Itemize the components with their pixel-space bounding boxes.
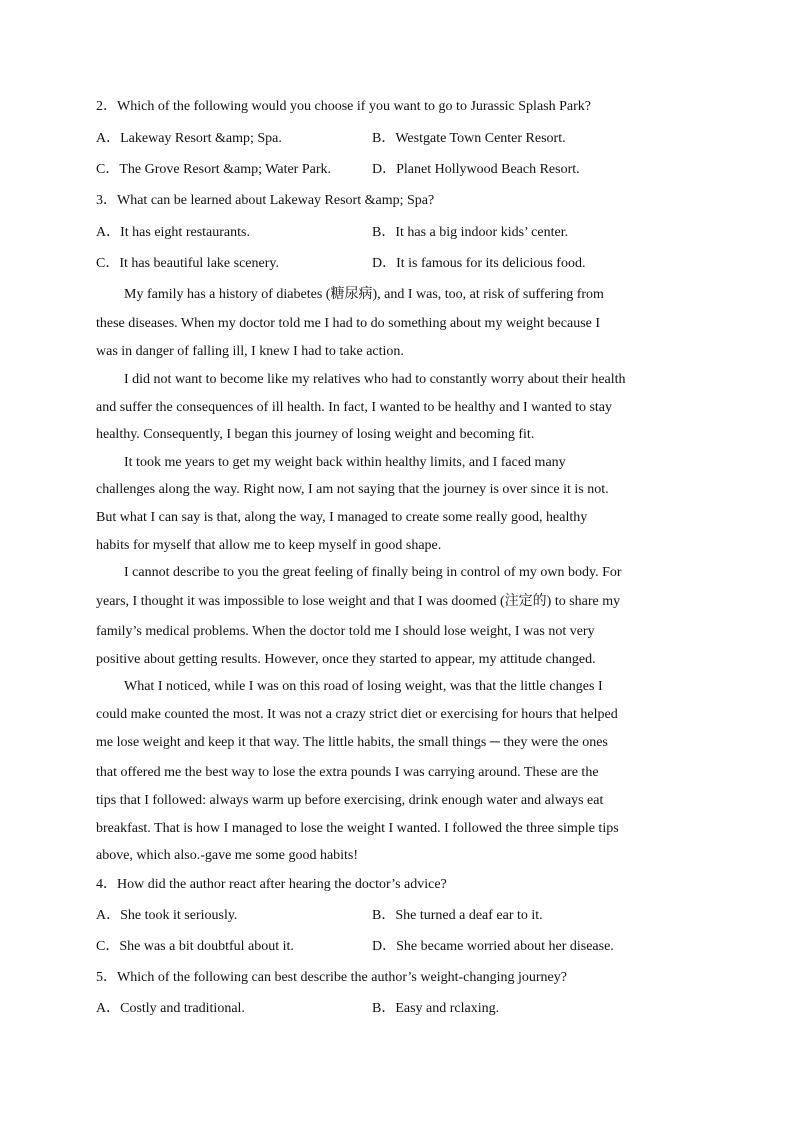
question-3-stem: 3．What can be learned about Lakeway Resort &amp; Spa? bbox=[96, 193, 435, 208]
q4-option-c: C．She was a bit doubtful about it. bbox=[96, 939, 294, 954]
passage-line: What I noticed, while I was on this road of losing weight, was that the little changes I bbox=[124, 679, 603, 694]
passage-line: years, I thought it was impossible to lose weight and that I was doomed (注定的) to share my bbox=[96, 594, 621, 609]
passage-line: that offered me the best way to lose the extra pounds I was carrying around. These are the bbox=[96, 765, 599, 780]
passage-line: could make counted the most. It was not a crazy strict diet or exercising for hours that helped bbox=[96, 707, 618, 722]
passage-line: breakfast. That is how I managed to lose the weight I wanted. I followed the three simple tips bbox=[96, 821, 619, 836]
q3-option-d: D．It is famous for its delicious food. bbox=[372, 256, 586, 271]
passage-line: was in danger of falling ill, I knew I had to take action. bbox=[96, 344, 404, 359]
q2-option-b: B．Westgate Town Center Resort. bbox=[372, 131, 566, 146]
q2-option-a: A．Lakeway Resort &amp; Spa. bbox=[96, 131, 282, 146]
q3-option-a: A．It has eight restaurants. bbox=[96, 225, 250, 240]
passage-line: My family has a history of diabetes (糖尿病), and I was, too, at risk of suffering from bbox=[124, 287, 604, 302]
question-4-stem: 4．How did the author react after hearing the doctor’s advice? bbox=[96, 877, 447, 892]
q5-option-a: A．Costly and traditional. bbox=[96, 1001, 245, 1016]
passage-line: above, which also.-gave me some good habits! bbox=[96, 848, 359, 863]
q4-option-d: D．She became worried about her disease. bbox=[372, 939, 614, 954]
question-5-stem: 5．Which of the following can best describe the author’s weight-changing journey? bbox=[96, 970, 567, 985]
passage-line: family’s medical problems. When the doctor told me I should lose weight, I was not very bbox=[96, 624, 595, 639]
q3-option-c: C．It has beautiful lake scenery. bbox=[96, 256, 279, 271]
passage-line: I did not want to become like my relatives who had to constantly worry about their health bbox=[124, 372, 626, 387]
q3-option-b: B．It has a big indoor kids’ center. bbox=[372, 225, 569, 240]
passage-line: challenges along the way. Right now, I am not saying that the journey is over since it is not. bbox=[96, 482, 609, 497]
passage-line: I cannot describe to you the great feeling of finally being in control of my own body. For bbox=[124, 565, 622, 580]
q4-option-b: B．She turned a deaf ear to it. bbox=[372, 908, 543, 923]
passage-line: habits for myself that allow me to keep myself in good shape. bbox=[96, 538, 442, 553]
passage-line: healthy. Consequently, I began this journey of losing weight and becoming fit. bbox=[96, 427, 535, 442]
q2-option-d: D．Planet Hollywood Beach Resort. bbox=[372, 162, 580, 177]
passage-line: these diseases. When my doctor told me I had to do something about my weight because I bbox=[96, 316, 601, 331]
passage-line: tips that I followed: always warm up before exercising, drink enough water and always eat bbox=[96, 793, 604, 808]
question-2-stem: 2．Which of the following would you choose if you want to go to Jurassic Splash Park? bbox=[96, 99, 591, 114]
passage-line: and suffer the consequences of ill health. In fact, I wanted to be healthy and I wanted to stay bbox=[96, 400, 613, 415]
passage-line: positive about getting results. However, once they started to appear, my attitude changed. bbox=[96, 652, 596, 667]
q2-option-c: C．The Grove Resort &amp; Water Park. bbox=[96, 162, 332, 177]
q5-option-b: B．Easy and rclaxing. bbox=[372, 1001, 500, 1016]
q4-option-a: A．She took it seriously. bbox=[96, 908, 238, 923]
passage-line: But what I can say is that, along the way, I managed to create some really good, healthy bbox=[96, 510, 588, 525]
passage-line: me lose weight and keep it that way. The little habits, the small things ─ they were the ones bbox=[96, 735, 608, 750]
passage-line: It took me years to get my weight back within healthy limits, and I faced many bbox=[124, 455, 566, 470]
